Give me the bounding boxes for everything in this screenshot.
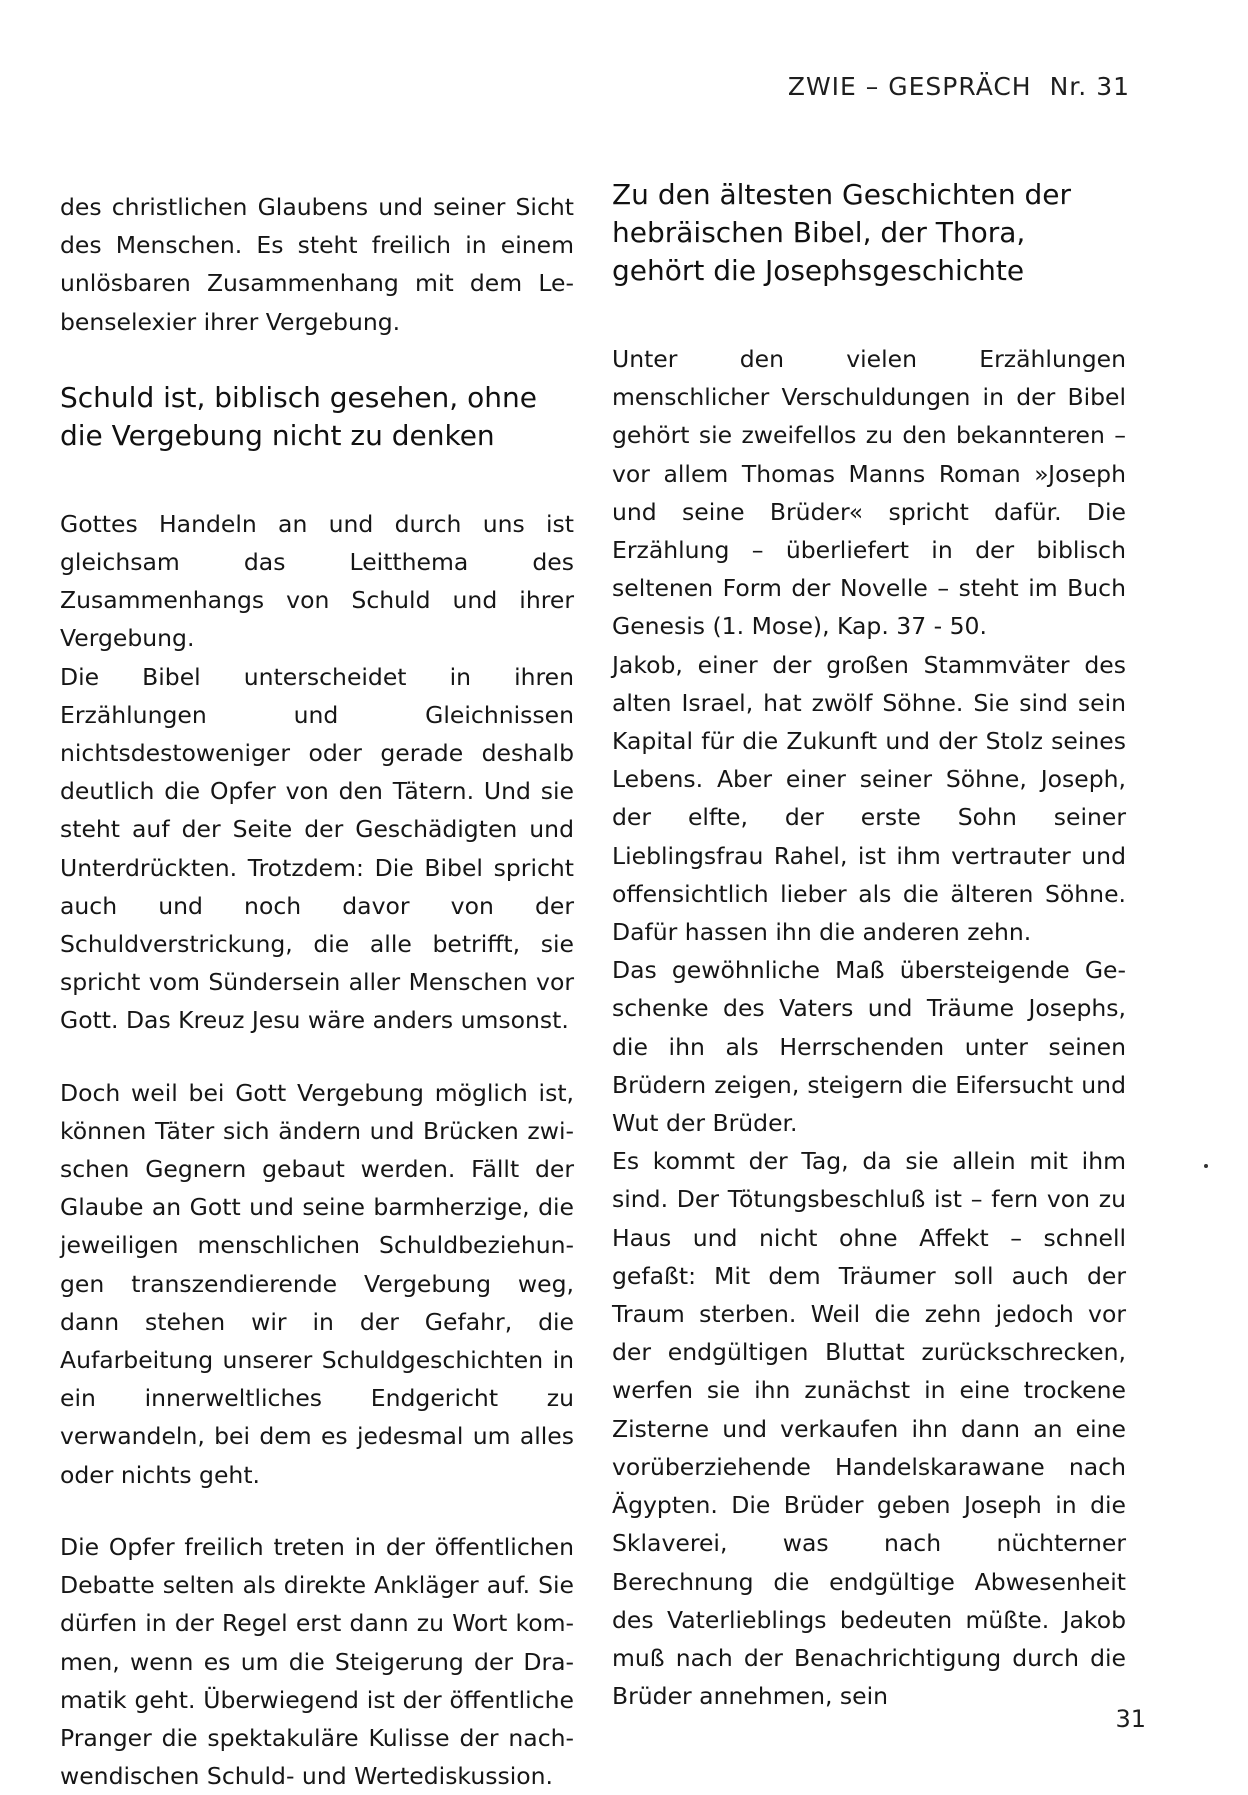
- intro-paragraph: des christlichen Glaubens und seiner Sicht des Menschen. Es steht freilich in einem unlösbaren Zusammenhang mit dem Lebenselexier ihrer Vergebung.: [60, 193, 574, 336]
- left-column: [60, 188, 574, 1795]
- page-number: 31: [1115, 1705, 1146, 1733]
- paragraph: Jakob, einer der großen Stammväter des alten Israel, hat zwölf Söhne. Sie sind sein Kapital für die Zukunft und der Stolz seines Lebens. Aber einer seiner Söhne, Joseph, der elfte, der erste Sohn seiner Lieblingsfrau Rahel, ist ihm vertrauter und offensichtlich lieber als die älteren Söhne. Dafür hassen ihn die anderen zehn.: [612, 650, 1126, 947]
- paragraph: Doch weil bei Gott Vergebung möglich ist, können Täter sich ändern und Brücken zwischen Gegnern gebaut werden. Fällt der Glaube an Gott und seine barmherzige, die jeweiligen menschlichen Schuldbeziehungen transzendierende Vergebung weg, dann stehen wir in der Gefahr, die Aufarbeitung unserer Schuldgeschichten in ein innerweltliches Endgericht zu verwandeln, bei dem es jedesmal um alles oder nichts geht.: [60, 1078, 574, 1489]
- section-heading-josephsgeschichte: Zu den ältesten Geschichten der hebräischen Bibel, der Thora, gehört die Josephsgeschichte: [612, 178, 1071, 287]
- paragraph: Unter den vielen Erzählungen menschlicher Verschuldungen in der Bibel gehört sie zweifellos zu den bekannteren – vor allem Thomas Manns Roman »Joseph und seine Brüder« spricht dafür. Die Erzählung – überliefert in der biblisch seltenen Form der Novelle – steht im Buch Genesis (1. Mose), Kap. 37 - 50.: [612, 345, 1126, 641]
- scan-speck: [1204, 1164, 1208, 1168]
- section-heading-schuld: Schuld ist, biblisch gesehen, ohne die Vergebung nicht zu denken: [60, 380, 537, 452]
- paragraph: Die Bibel unterscheidet in ihren Erzählungen und Gleichnissen nichtsdestoweniger oder gerade deshalb deutlich die Opfer von den Tätern. Und sie steht auf der Seite der Geschädigten und Unterdrückten. Trotzdem: Die Bibel spricht auch und noch davor von der Schuldverstrickung, die alle betrifft, sie spricht vom Sündersein aller Menschen vor Gott. Das Kreuz Jesu wäre anders umsonst.: [60, 662, 574, 1035]
- paragraph: Es kommt der Tag, da sie allein mit ihm sind. Der Tötungsbeschluß ist – fern von zu Haus und nicht ohne Affekt – schnell gefaßt: Mit dem Träumer soll auch der Traum sterben. Weil die zehn jedoch vor der endgültigen Bluttat zurückschrecken, werfen sie ihn zunächst in eine trockene Zisterne und verkaufen ihn dann an eine vorüberziehende Handelskarawane nach Ägypten. Die Brüder geben Joseph in die Sklaverei, was nach nüchterner Berechnung die endgültige Abwesenheit des Vaterlieblings bedeuten müßte. Jakob muß nach der Benachrichtigung durch die Brüder annehmen, sein: [612, 1147, 1126, 1711]
- paragraph: Das gewöhnliche Maß übersteigende Geschenke des Vaters und Träume Josephs, die ihn als Herrschenden unter seinen Brüdern zeigen, steigern die Eifersucht und Wut der Brüder.: [612, 956, 1126, 1138]
- paragraph: Die Opfer freilich treten in der öffentlichen Debatte selten als direkte Ankläger auf. Sie dürfen in der Regel erst dann zu Wort kommen, wenn es um die Steigerung der Dramatik geht. Überwiegend ist der öffentliche Pranger die spektakuläre Kulisse der nachwendischen Schuld- und Wertediskussion.: [60, 1532, 574, 1791]
- journal-title: ZWIE – GESPRÄCH: [787, 72, 1032, 101]
- right-column: [612, 176, 1126, 1715]
- running-head: [788, 72, 1130, 101]
- issue-number: Nr. 31: [1049, 72, 1130, 101]
- paragraph: Gottes Handeln an und durch uns ist gleichsam das Leitthema des Zusammenhangs von Schuld und ihrer Vergebung.: [60, 509, 574, 653]
